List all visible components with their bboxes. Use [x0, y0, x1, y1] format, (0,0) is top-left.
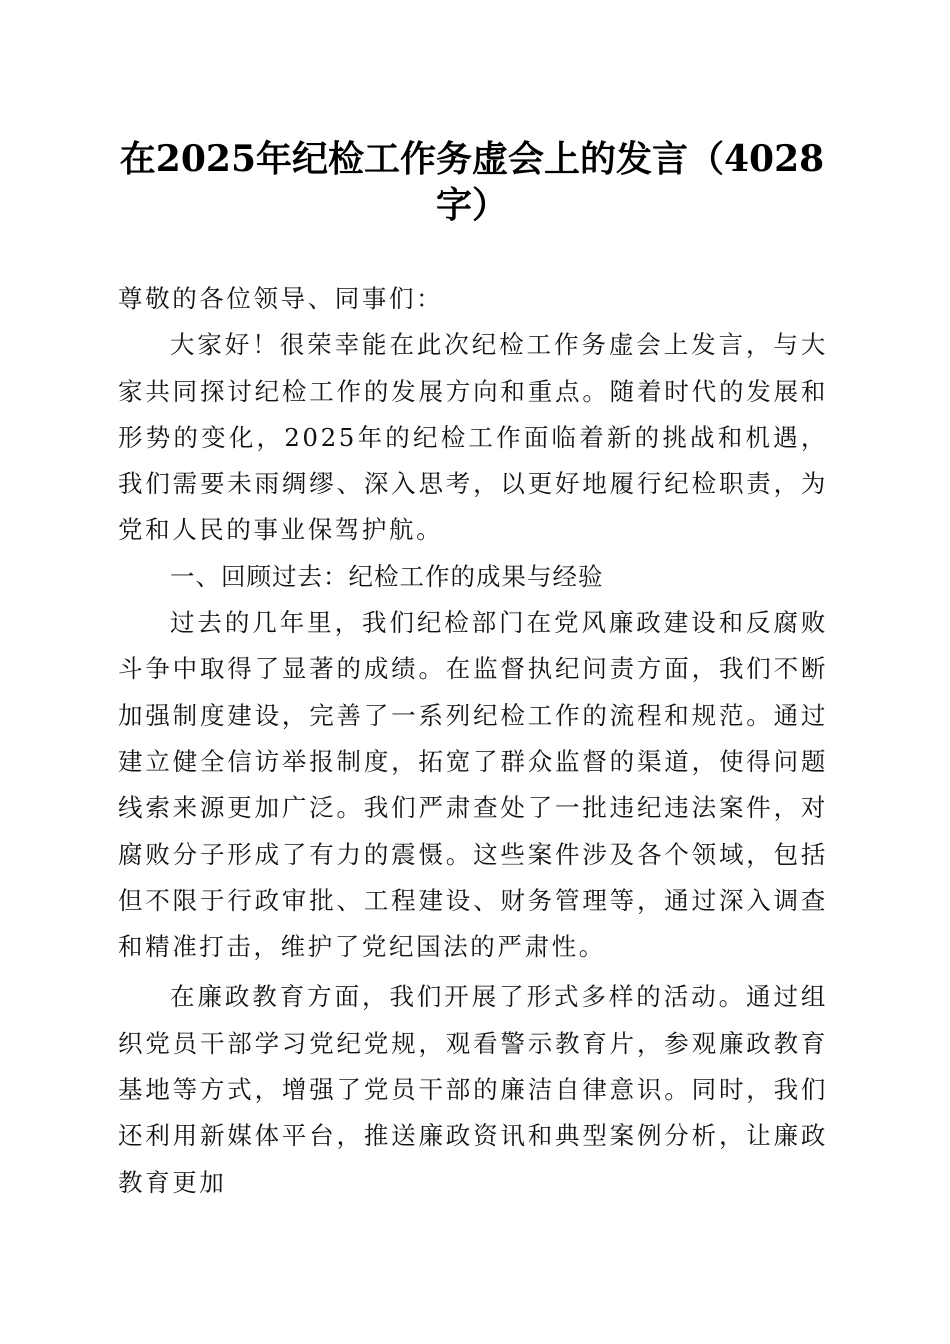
body-paragraph: 在廉政教育方面，我们开展了形式多样的活动。通过组织党员干部学习党纪党规，观看警示教育片，参观廉政教育基地等方式，增强了党员干部的廉洁自律意识。同时，我们还利用新媒体平台，推送廉政资讯和典型案例分析，让廉政教育更加	[118, 982, 828, 1197]
section-heading: 一、回顾过去：纪检工作的成果与经验	[170, 561, 604, 591]
body-paragraph: 过去的几年里，我们纪检部门在党风廉政建设和反腐败斗争中取得了显著的成绩。在监督执纪问责方面，我们不断加强制度建设，完善了一系列纪检工作的流程和规范。通过建立健全信访举报制度，拓宽了群众监督的渠道，使得问题线索来源更加广泛。我们严肃查处了一批违纪违法案件，对腐败分子形成了有力的震慑。这些案件涉及各个领域，包括但不限于行政审批、工程建设、财务管理等，通过深入调查和精准打击，维护了党纪国法的严肃性。	[118, 608, 828, 962]
salutation: 尊敬的各位领导、同事们：	[118, 284, 444, 313]
document-body	[118, 276, 828, 1206]
intro-paragraph: 大家好！很荣幸能在此次纪检工作务虚会上发言，与大家共同探讨纪检工作的发展方向和重点。随着时代的发展和形势的变化，2025年的纪检工作面临着新的挑战和机遇，我们需要未雨绸缪、深入思考，以更好地履行纪检职责，为党和人民的事业保驾护航。	[118, 330, 828, 545]
document-title: 在2025年纪检工作务虚会上的发言（4028字）	[119, 138, 825, 226]
